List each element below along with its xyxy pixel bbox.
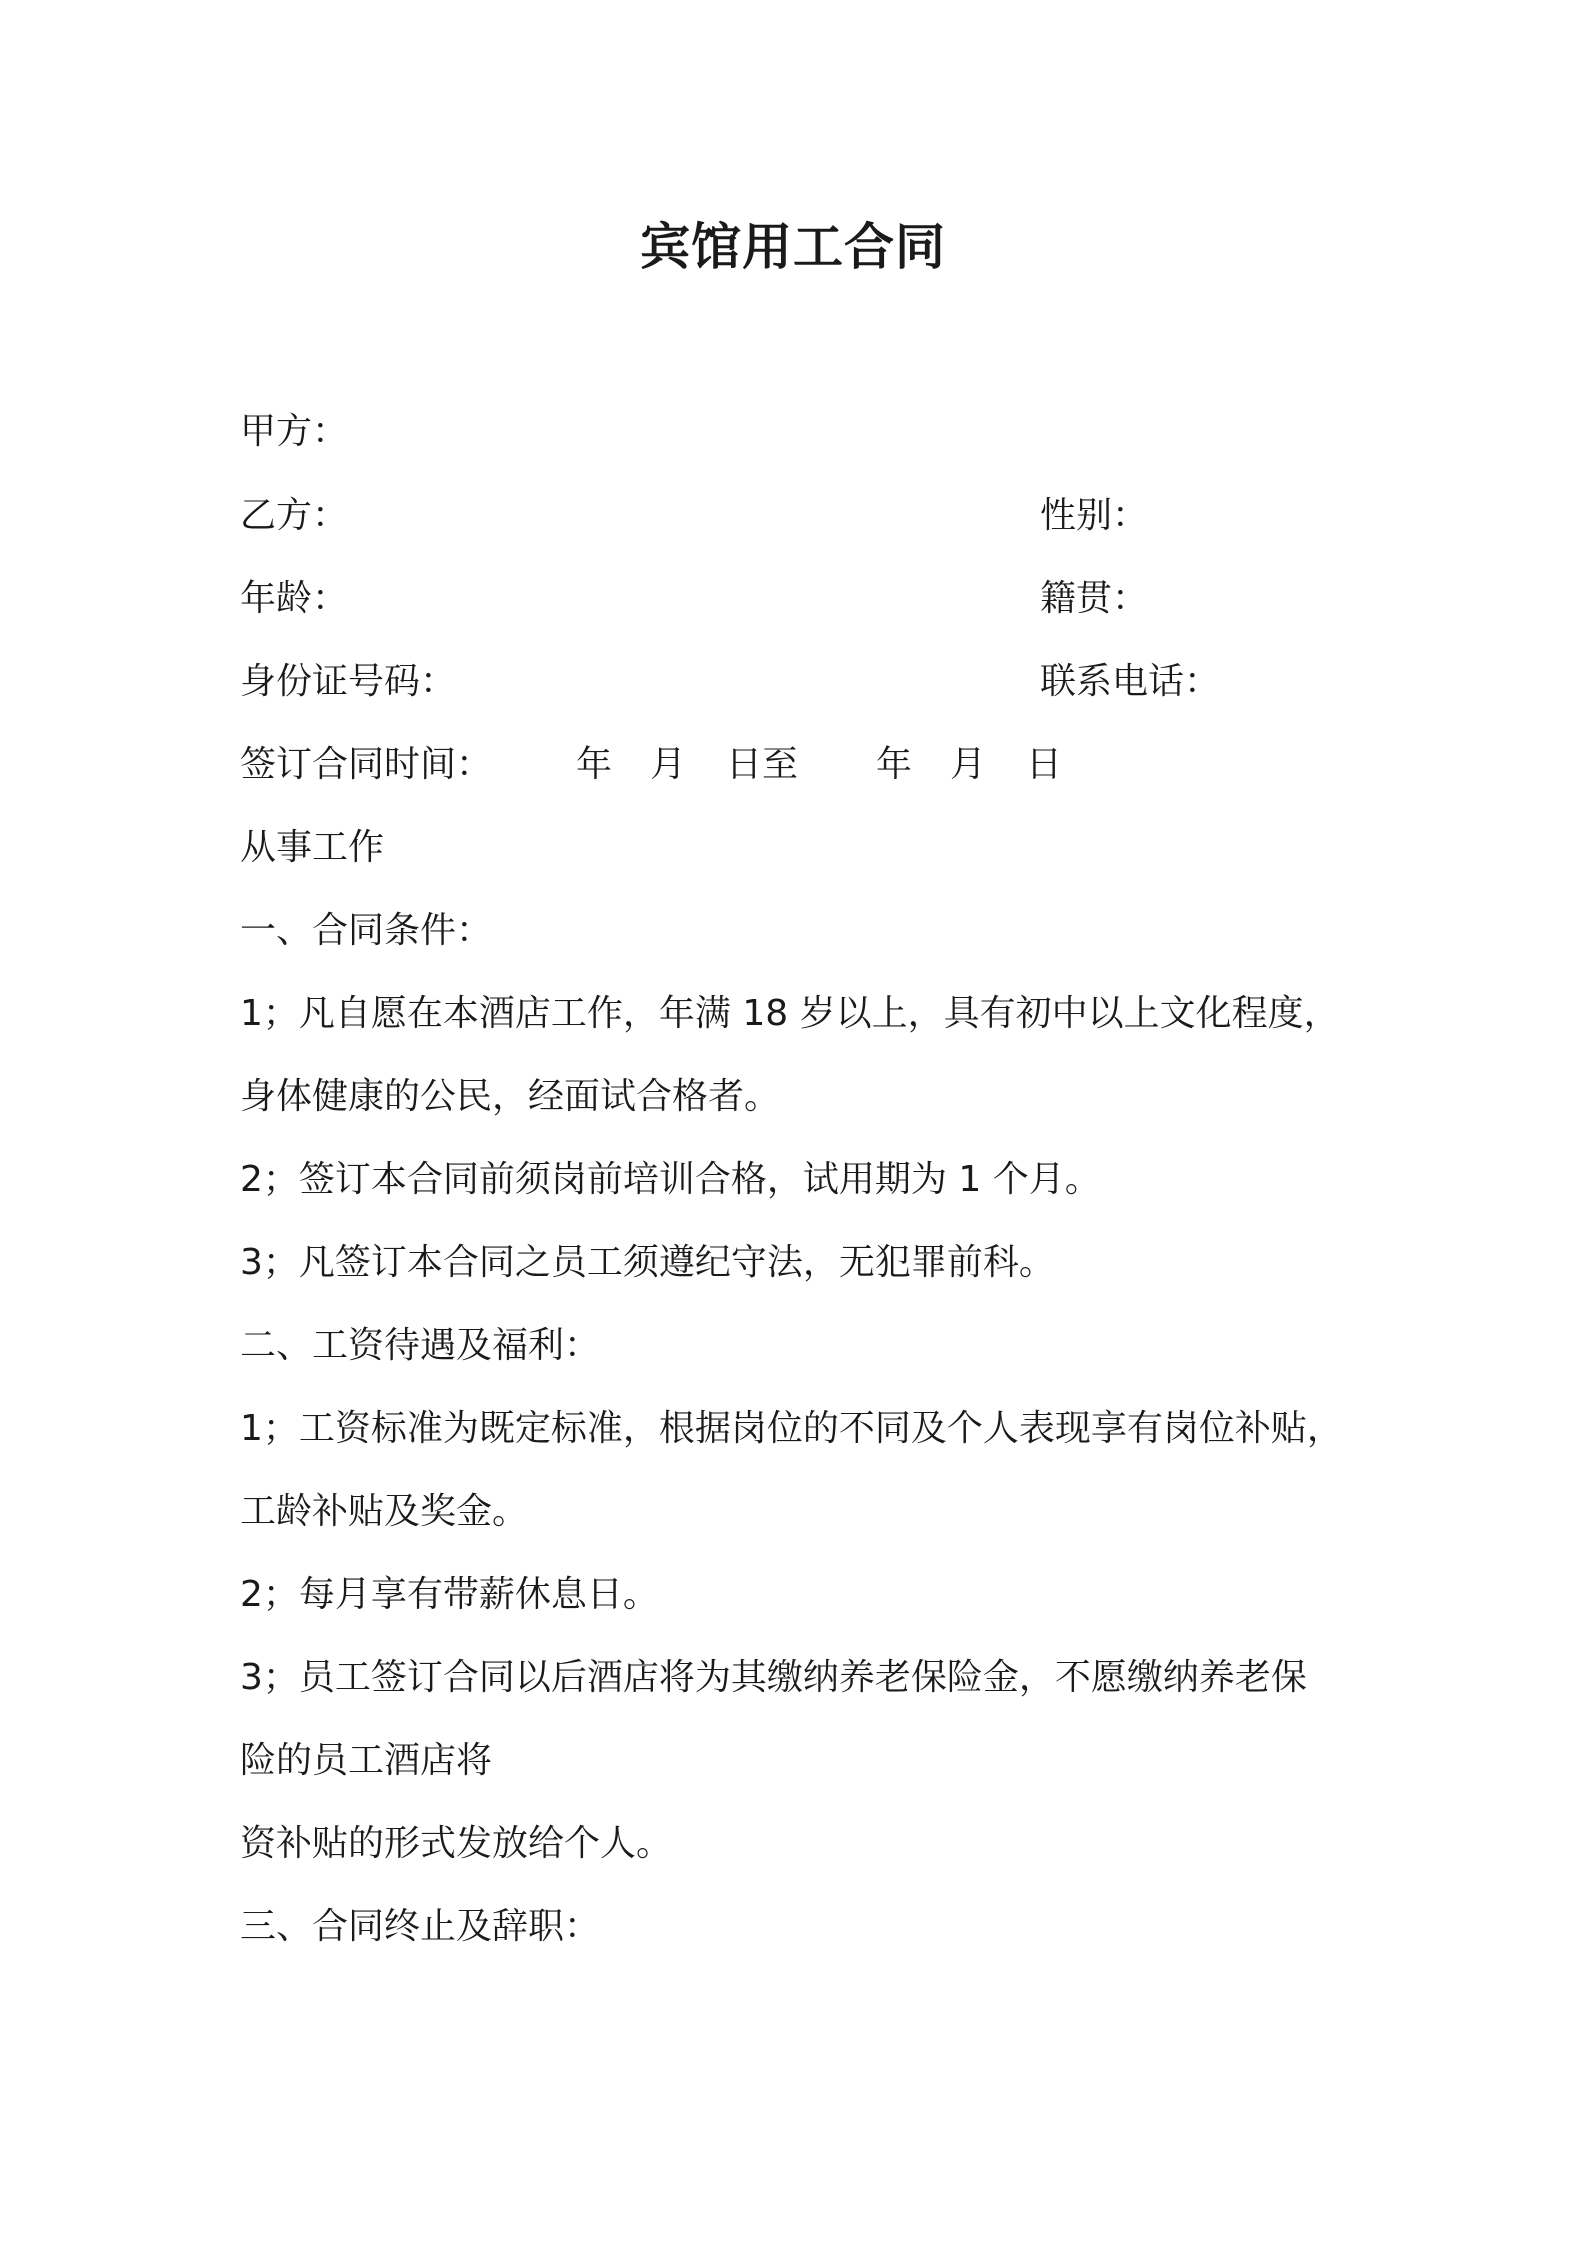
- job-field: 从事工作: [240, 827, 385, 868]
- section-line: 险的员工酒店将: [240, 1740, 493, 1781]
- end-month-label: 月: [950, 744, 987, 785]
- section-line: 资补贴的形式发放给个人。: [240, 1823, 673, 1864]
- section-line: 3；员工签订合同以后酒店将为其缴纳养老保险金，不愿缴纳养老保: [240, 1657, 1307, 1698]
- age-field: 年龄：: [240, 578, 349, 619]
- start-day-to-label: 日至: [726, 744, 799, 785]
- gender-field: 性别：: [1040, 495, 1149, 536]
- start-year-label: 年: [576, 744, 613, 785]
- party-a-field: 甲方：: [240, 411, 349, 452]
- start-month-label: 月: [650, 744, 687, 785]
- section-heading: 三、合同终止及辞职：: [240, 1906, 601, 1947]
- sign-time-label: 签订合同时间：: [240, 744, 493, 785]
- id-row: [240, 656, 1340, 708]
- sign-time-row: [240, 739, 1340, 791]
- section-line: 3；凡签订本合同之员工须遵纪守法，无犯罪前科。: [240, 1242, 1055, 1283]
- section-line: 身体健康的公民，经面试合格者。: [240, 1076, 781, 1117]
- section-line: 1；凡自愿在本酒店工作，年满 18 岁以上，具有初中以上文化程度，: [240, 993, 1340, 1034]
- native-place-field: 籍贯：: [1040, 578, 1149, 619]
- age-row: [240, 573, 1340, 625]
- id-number-field: 身份证号码：: [240, 661, 457, 702]
- party-b-field: 乙方：: [240, 495, 349, 536]
- section-heading: 二、工资待遇及福利：: [240, 1325, 601, 1366]
- section-line: 1；工资标准为既定标准，根据岗位的不同及个人表现享有岗位补贴，: [240, 1408, 1343, 1449]
- section-line: 2；每月享有带薪休息日。: [240, 1574, 659, 1615]
- section-line: 2；签订本合同前须岗前培训合格，试用期为 1 个月。: [240, 1159, 1101, 1200]
- section-heading: 一、合同条件：: [240, 910, 493, 951]
- section-line: 工龄补贴及奖金。: [240, 1491, 529, 1532]
- phone-field: 联系电话：: [1040, 661, 1221, 702]
- document-title: 宾馆用工合同: [640, 218, 946, 276]
- end-year-label: 年: [876, 744, 913, 785]
- party-b-row: [240, 490, 1340, 542]
- end-day-label: 日: [1026, 744, 1063, 785]
